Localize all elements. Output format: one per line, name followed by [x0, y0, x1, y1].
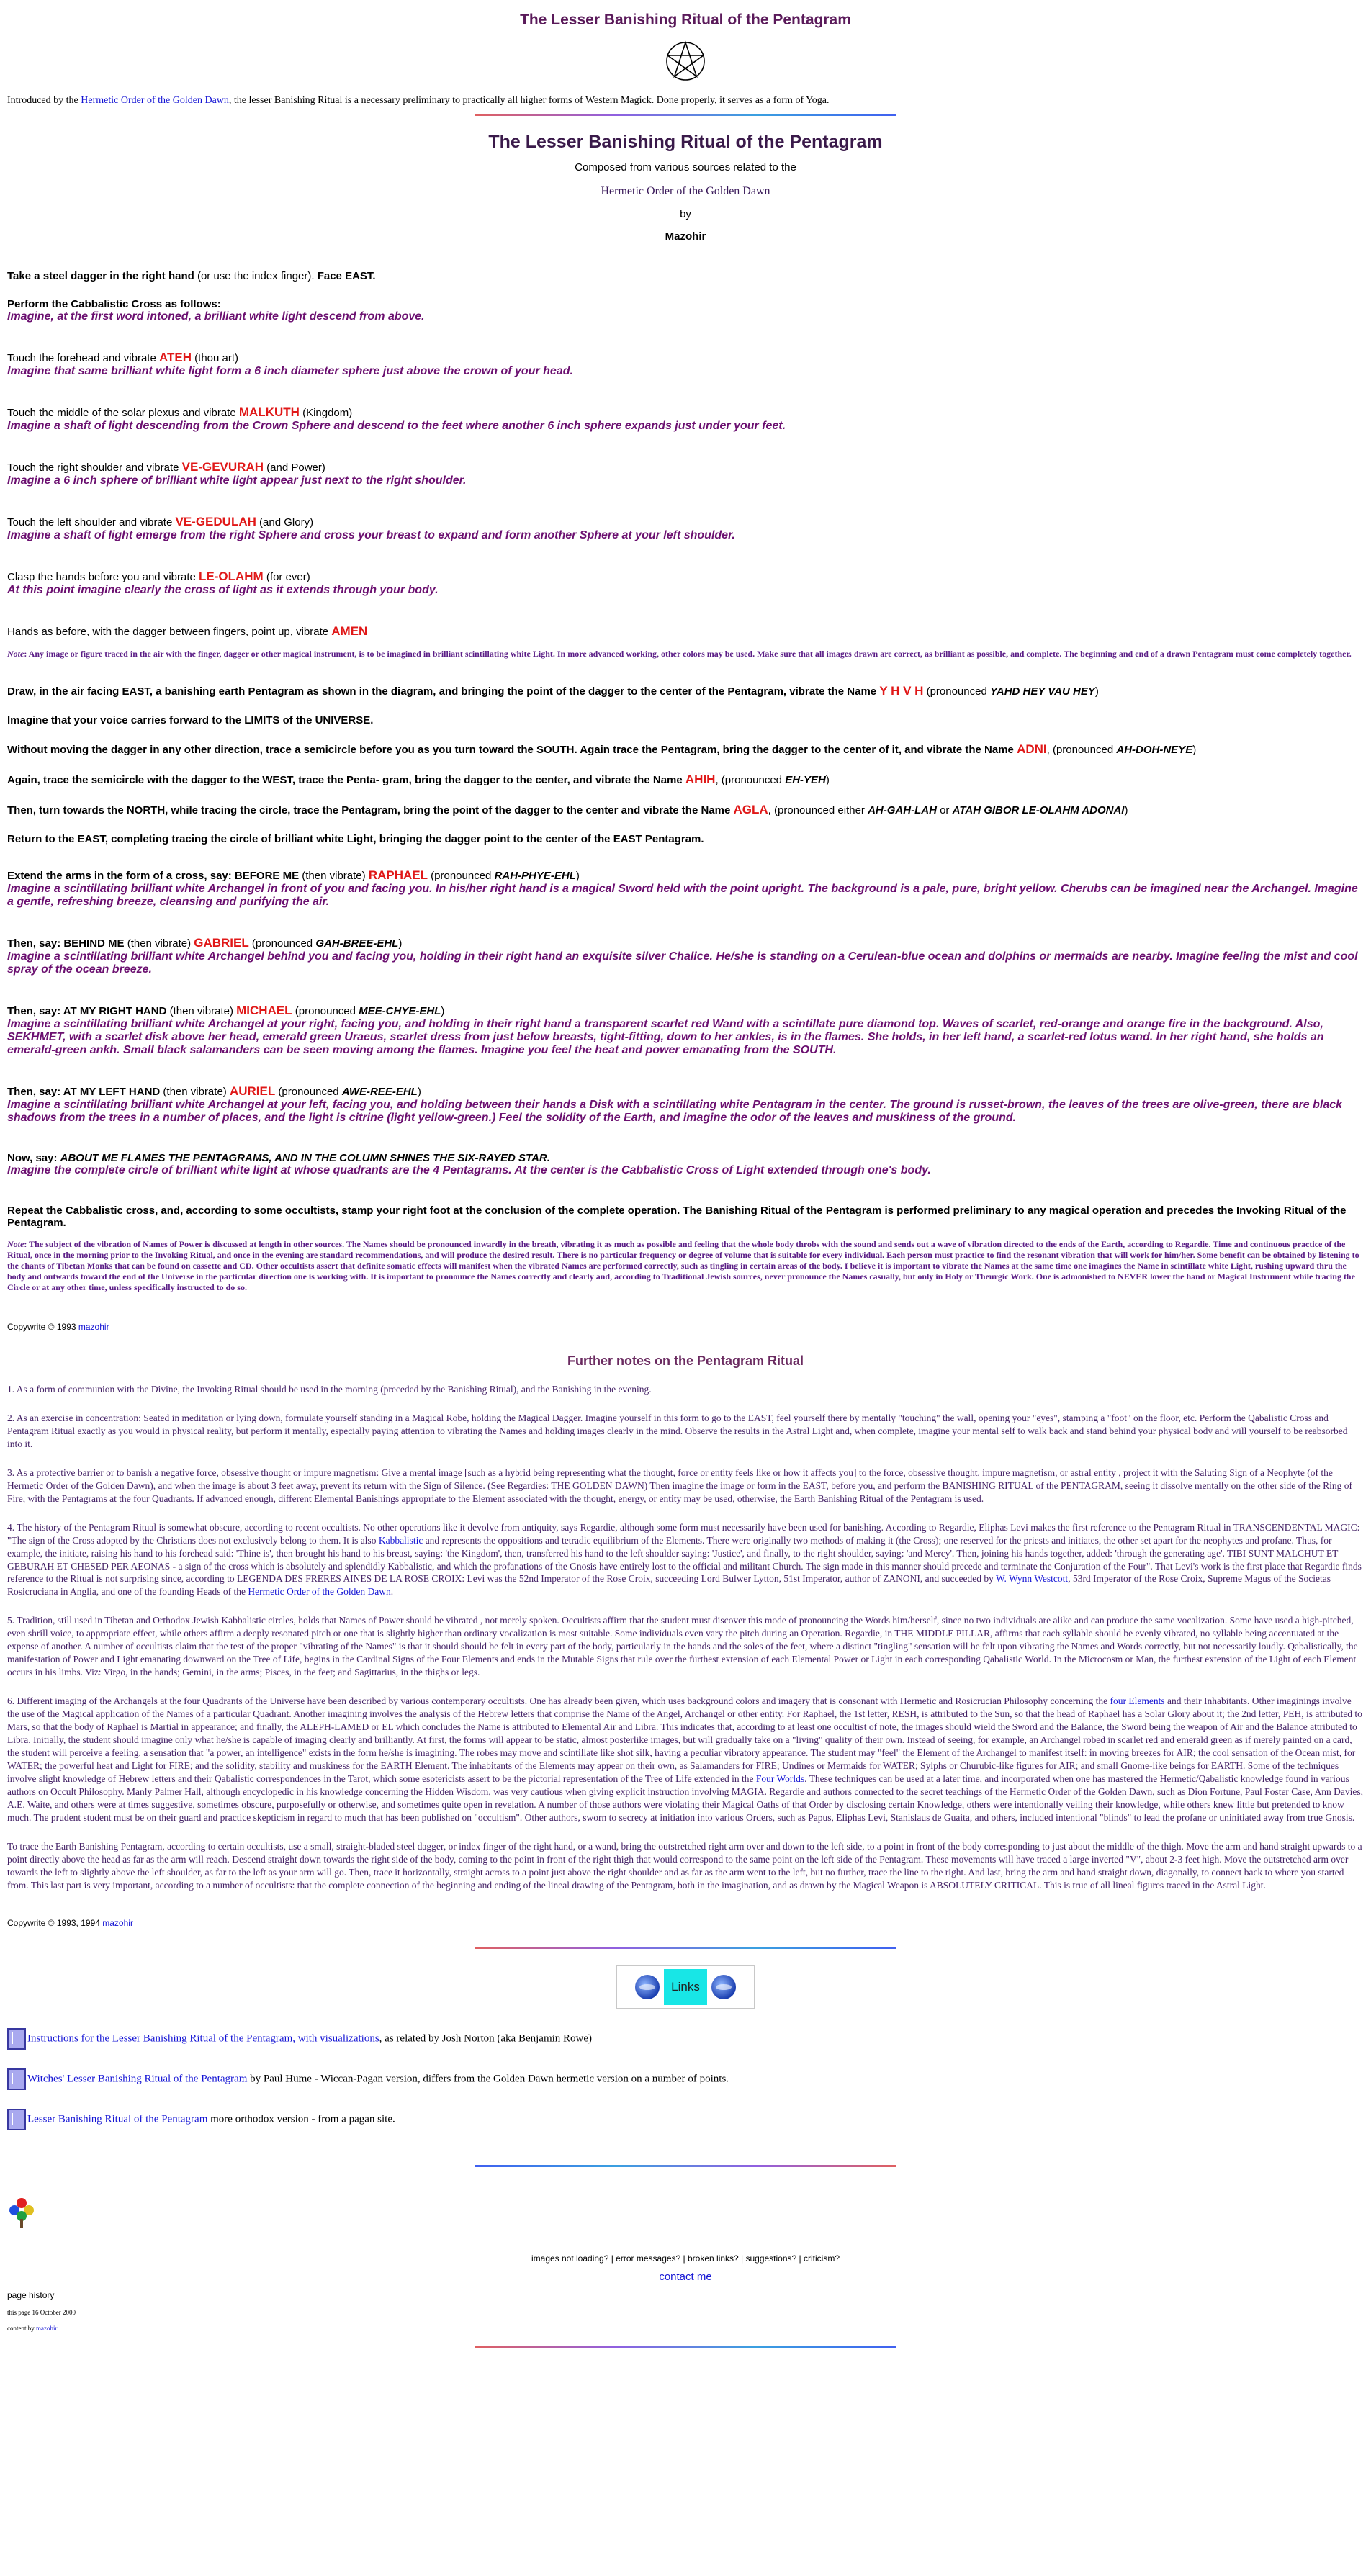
- intro-text-end: , the lesser Banishing Ritual is a necessary preliminary to practically all higher forms of Western Magick. Done properly, it serves as a form of Yoga.: [228, 95, 830, 106]
- ritual-title: The Lesser Banishing Ritual of the Pentagram: [488, 132, 883, 152]
- author-name: Mazohir: [665, 230, 706, 243]
- links-box: [7, 1965, 1364, 2009]
- step-voice-carries: Imagine that your voice carries forward to the LIMITS of the UNIVERSE.: [7, 714, 374, 726]
- kabbalistic-link[interactable]: Kabbalistic: [378, 1534, 423, 1546]
- step-raphael: Extend the arms in the form of a cross, say: BEFORE ME (then vibrate) RAPHAEL (pronounced RAH-PHYE-EHL): [7, 868, 580, 882]
- mazohir-link-3[interactable]: mazohir: [36, 2324, 58, 2332]
- note-4: 4. The history of the Pentagram Ritual is somewhat obscure, according to recent occultists. No other operations like it devolve from antiquity, says Regardie, although some form must necessarily have been used for banishing. According to Regardie, Eliphas Levi makes the first reference to the Pentagram Ritual in TRANSCENDENTAL MAGIC: "The sign of the Cross adopted by the Christians does not exclusively belong to them. It is also Kabbalistic and represents the oppositions and tetradic equilibrium of the Elements. There were originally two methods of making it (the Cross); one reserved for the priests and initiates, the other set apart for the neophytes and profane. Thus, for example, the initiate, raising his hand to his forehead said: 'Thine is', then brought his hand to his breast, saying: 'the Kingdom', then, transferred his hand to the left shoulder saying: 'Justice', and finally, to the right shoulder, saying: 'and Mercy'. Then, joining his hands together, added: 'through the generating age'. TIBI SUNT MALCHUT ET GEBURAH ET CHESED PER AEONAS - a sign of the cross which is absolutely and splendidly Kabbalistic, and which the profanations of the Gnosis have entirely lost to the official and militant Church. The sign made in this manner should precede and terminate the Conjuration of the Four". That Levi's work is the first place that Regardie finds reference to the Ritual is not surprising since, according to LEGENDA DES FRERES AINES DE LA ROSE CROIX: Levi was the 52nd Imperator of the Rose Croix, succeeding Lord Bulwer Lytton, 51st Imperator, author of ZANONI, and succeeded by W. Wynn Westcott, 53rd Imperator of the Rose Croix, Supreme Magus of the Societas Rosicruciana in Anglia, and one of the founding Heads of the Hermetic Order of the Golden Dawn.: [7, 1521, 1362, 1598]
- westcott-link[interactable]: W. Wynn Westcott: [995, 1573, 1069, 1585]
- links-button[interactable]: Links: [664, 1969, 707, 2005]
- imagine-light-descend: Imagine, at the first word intoned, a brilliant white light descend from above.: [7, 310, 425, 323]
- book-icon: [7, 2109, 26, 2130]
- intro-paragraph: [7, 95, 1364, 107]
- pentagram-icon: [665, 39, 706, 82]
- step-michael: Then, say: AT MY RIGHT HAND (then vibrate) MICHAEL (pronounced MEE-CHYE-EHL): [7, 1004, 445, 1017]
- divider-rule: [475, 114, 896, 116]
- instructions-link[interactable]: Instructions for the Lesser Banishing Ritual of the Pentagram, with visualizations: [27, 2032, 379, 2044]
- step-face-east: Take a steel dagger in the right hand (or use the index finger). Face EAST.: [7, 270, 376, 282]
- imagine-gabriel: Imagine a scintillating brilliant white Archangel behind you and facing you, holding in their right hand an exquisite silver Chalice. He/she is standing on a Cerulean-blue ocean and dolphins or mermaids are nearby. Imagine feeling the mist and cool spray of the ocean breeze.: [7, 950, 1358, 976]
- page-history-link[interactable]: page history: [7, 2289, 55, 2300]
- step-ateh: Touch the forehead and vibrate ATEH (thou art): [7, 351, 239, 364]
- four-elements-link[interactable]: four Elements: [1110, 1695, 1165, 1707]
- imagine-ve-gedulah: Imagine a shaft of light emerge from the right Sphere and cross your breast to expand and form another Sphere at your left shoulder.: [7, 529, 735, 541]
- step-return-east: Return to the EAST, completing tracing the circle of brilliant white Light, bringing the dagger point to the center of the EAST Pentagram.: [7, 833, 704, 845]
- step-le-olahm: Clasp the hands before you and vibrate LE-OLAHM (for ever): [7, 569, 310, 583]
- link-row-2: Witches' Lesser Banishing Ritual of the Pentagram by Paul Hume - Wiccan-Pagan version, differs from the Golden Dawn hermetic version on a number of points.: [7, 2068, 1364, 2090]
- content-by: content by mazohir: [7, 2324, 58, 2332]
- page-top-title: The Lesser Banishing Ritual of the Pentagram: [520, 12, 851, 28]
- divider-rule-3: [475, 2165, 896, 2167]
- imagine-le-olahm: At this point imagine clearly the cross of light as it extends through your body.: [7, 584, 439, 596]
- note-1: 1. As a form of communion with the Divine, the Invoking Ritual should be used in the morning (preceded by the Banishing Ritual), and the Banishing in the evening.: [7, 1384, 652, 1395]
- imagine-michael: Imagine a scintillating brilliant white Archangel at your right, facing you, and holding in their right hand a transparent scarlet red Wand with a scintillate pure diamond top. Waves of scarlet, red-orange and orange fire in the background. Also, SEKHMET, with a scarlet disk above her head, emerald green Uraeus, scarlet dress from just below breasts, tight-fitting, down to her ankles, is in the flames. She holds, in her left hand, a scarlet-red lotus wand. In her right hand, she holds an emerald-green ankh. Small black salamanders can be seen moving among the flames. Imagine you feel the heat and power emanating from the SOUTH.: [7, 1018, 1324, 1056]
- orthodox-ritual-link[interactable]: Lesser Banishing Ritual of the Pentagram: [27, 2112, 208, 2125]
- step-flames-pentagrams: Now, say: ABOUT ME FLAMES THE PENTAGRAMS, AND IN THE COLUMN SHINES THE SIX-RAYED STAR.: [7, 1152, 550, 1164]
- link-row-1: Instructions for the Lesser Banishing Ritual of the Pentagram, with visualizations, as related by Josh Norton (aka Benjamin Rowe): [7, 2028, 1364, 2050]
- mazohir-link-2[interactable]: mazohir: [102, 1917, 133, 1928]
- step-ve-gevurah: Touch the right shoulder and vibrate VE-GEVURAH (and Power): [7, 460, 325, 474]
- globe-icon-left[interactable]: [635, 1975, 660, 1999]
- imagine-malkuth: Imagine a shaft of light descending from the Crown Sphere and descend to the feet where another 6 inch sphere expands just under your feet.: [7, 420, 786, 432]
- by-line: by: [680, 208, 691, 220]
- home-flower-icon[interactable]: [7, 2196, 36, 2229]
- link-row-3: Lesser Banishing Ritual of the Pentagram more orthodox version - from a pagan site.: [7, 2109, 1364, 2130]
- imagine-complete-circle: Imagine the complete circle of brilliant white light at whose quadrants are the 4 Pentagrams. At the center is the Cabbalistic Cross of Light extended through one's body.: [7, 1164, 931, 1176]
- step-ve-gedulah: Touch the left shoulder and vibrate VE-GEDULAH (and Glory): [7, 515, 314, 528]
- note-5: 5. Tradition, still used in Tibetan and Orthodox Jewish Kabbalistic circles, holds that Names of Power should be vibrated , not merely spoken. Occultists affirm that the student must discover this mode of pronouncing the Words him/herself, since no two individuals are alike and can produce the same vocalization. Some have used a high-pitched, even shrill voice, to appropriate effect, while others affirm a deeply resonated pitch or one that is slightly higher than ordinary vocalization is most suitable. Some individuals even vary the pitch during an Operation. Regardie, in THE MIDDLE PILLAR, affirms that each syllable should be evenly vibrated, no syllable being accentuated at the expense of another. A number of occultists claim that the test of the proper "vibrating of the Names" is that it should should be felt in every part of the body, particularly in the hands and the soles of the feet, where a distinct "tingling" sensation will be felt upon vibrating the Names and Words correctly, but not necessarily loudly. Qabalistically, the manifestation of Power and Light emanating downward on the Tree of Life, begins in the Cardinal Signs of the Four Elements and ends in the Mutable Signs that rule over the furthest extension of each Elemental Power or Light in each corresponding Qabalistic World. In the Microcosm or Man, the furthest extension of the Light of each Element occurs in his limbs. Viz: Virgo, in the hands; Gemini, in the arms; Pisces, in the feet; and Sagittarius, in the thighs or legs.: [7, 1615, 1358, 1678]
- book-icon: [7, 2028, 26, 2050]
- note-2: 2. As an exercise in concentration: Seated in meditation or lying down, formulate yourself standing in a Magical Robe, holding the Magical Dagger. Imagine yourself in this form to go to the EAST, feel yourself there by mentally "touching" the wall, opening your "eyes", stamping a "foot" on the floor, etc. Perform the Qabalistic Cross and Pentagram Ritual exactly as you would in physical reality, but perform it mentally, especially paying attention to vibrating the Names and holding images clearly in the mind. Observe the results in the Astral Light and, when complete, imagine your mental self to walk back and stand behind your physical body and will yourself to be reabsorbed into it.: [7, 1412, 1348, 1449]
- mazohir-link[interactable]: mazohir: [78, 1322, 109, 1332]
- golden-dawn-link[interactable]: Hermetic Order of the Golden Dawn: [81, 95, 229, 106]
- note-6: 6. Different imaging of the Archangels at the four Quadrants of the Universe have been described by various contemporary occultists. One has already been given, which uses background colors and imagery that is consonant with Hermetic and Rosicrucian Philosophy concerning the four Elements and their Inhabitants. Other imaginings involve the use of the Magical application of the Names of a particular Quadrant. Another imagining involves the analysis of the Hebrew letters that comprise the Name of the Angel, Archangel or other entity. For Raphael, the 1st letter, RESH, is attributed to the Sun, so that the head of Raphael has a Solar Glory about it; the 2nd letter, PEH, is attributed to Mars, so that the body of Raphael is Martial in appearance; and finally, the ALEPH-LAMED or EL which concludes the Name is attributed to Elemental Air and Libra. This indicates that, according to at least one occultist of note, the images should wield the Sword and the Balance, the Sword being the weapon of Air and the Balance attributed to Libra. Initially, the student should imagine only what he/she is capable of imaging clearly and brilliantly. At first, the forms will appear to be static, almost posterlike images, but will gradually take on a "living" quality of their own. Instead of seeing, for example, an Archangel robed in scarlet red and emerald green as if merely painted on a card, the student will perceive a feeling, a sensation that "a power, an intelligence" exists in the form he/she is imagining. The robes may move and scintillate like shot silk, having a peculiar vibratory appearance. The student may "feel" the Element of the Archangel to manifest itself: in moving breezes for AIR; the cool sensation of the Ocean mist, for WATER; the powerful heat and Light for FIRE; and the solidity, stability and muskiness for the EARTH Element. The inhabitants of the Elements may appear on their own, as Salamanders for FIRE; Undines or Mermaids for WATER; Sylphs or Churubic-like figures for AIR; and small Gnome-like beings for EARTH. Some of the techniques involve slight knowledge of Hebrew letters and their Qabalistic correspondences in the Tarot, which some esotericists assert to be the pictorial representation of the Tree of Life extended in the Four Worlds. These techniques can be used at a later time, and incorporated when one has mastered the Hermetic/Qabalistic knowledge found in various authors on Occult Philosophy. Manly Palmer Hall, although encyclopedic in his knowledge concerning the Hidden Wisdom, was very cautious when giving explicit instruction involving MAGIA. Regardie and authors connected to the secret teachings of the Hermetic Order of the Golden Dawn, such as Dion Fortune, Paul Foster Case, Ann Davies, A.E. Waite, and others were at times suggestive, sometimes obscure, purposefully or otherwise, and sometimes quite open in revelation. A number of those authors were violating their Magical Oaths of that Order by disclosing certain Knowledge, others were intentionally veiling their knowledge, while others knew little but pretended to know much. The prudent student must be on their guard and practice skepticism in regard to much that has been published on "occultism". Other authors, sworn to secrecy at initiation into various Orders, such as Papus, Eliphas Levi, Stanislaus de Guaita, and others, included intentional "blinds" to lead the profane or uninitiated away from true Gnosis.: [7, 1695, 1364, 1823]
- note-vibration: Note: The subject of the vibration of Names of Power is discussed at length in other sources. The Names should be pronounced inwardly in the breath, vibrating it as much as possible and feeling that the whole body throbs with the sound and sends out a wave of vibration directed to the ends of the Earth, according to Regardie. Time and continuous practice of the Ritual, once in the morning prior to the Invoking Ritual, and once in the evening are standard recommendations, and will produce the desired result. There is no particular frequency or degree of volume that is suitable for every individual. Each person must practice to find the resonant vibration that will work for him/her. Some benefit can be obtained by listening to the chants of Tibetan Monks that can be found on cassette and CD. Other occultists assert that definite somatic effects will manifest when the vibrated Names are performed correctly, such as tingling in certain areas of the body. I believe it is important to vibrate the Names at the same time one imagines the Name in scintillate white Light, rushing upward thru the body and outwards toward the end of the Universe in the particular direction one is working with. It is important to pronounce the Names correctly and clearly and, according to Traditional Jewish sources, never pronounce the Names casually, but only in Holy or Theurgic Work. One is admonished to NEVER lower the hand or Magical Instrument while tracing the Circle or at any other time, unless specifically instructed to do so.: [7, 1239, 1359, 1292]
- further-notes-title: Further notes on the Pentagram Ritual: [567, 1354, 804, 1368]
- step-auriel: Then, say: AT MY LEFT HAND (then vibrate) AURIEL (pronounced AWE-REE-EHL): [7, 1084, 421, 1098]
- imagine-raphael: Imagine a scintillating brilliant white Archangel in front of you and facing you. In his/her right hand is a magical Sword held with the point upright. The background is a pale, pure, bright yellow. Cherubs can be imagined near the Archangel. Imagine a gentle, refreshing breeze, cleansing and purifying the air.: [7, 883, 1358, 908]
- copyright-1993: Copywrite © 1993 mazohir: [7, 1322, 109, 1332]
- intro-text: Introduced by the: [7, 95, 81, 106]
- page-date: this page 16 October 2000: [7, 2308, 76, 2316]
- step-cabbalistic-cross: Perform the Cabbalistic Cross as follows:: [7, 298, 221, 310]
- divider-rule-2: [475, 1947, 896, 1949]
- step-south: Without moving the dagger in any other direction, trace a semicircle before you as you turn toward the SOUTH. Again trace the Pentagram, bring the dagger to the center of it, and vibrate the Name ADNI, (pronounced AH-DOH-NEYE): [7, 742, 1197, 756]
- step-malkuth: Touch the middle of the solar plexus and vibrate MALKUTH (Kingdom): [7, 405, 353, 419]
- step-repeat-cross: Repeat the Cabbalistic cross, and, according to some occultists, stamp your right foot at the conclusion of the complete operation. The Banishing Ritual of the Pentagram is performed preliminary to any magical operation and precedes the Invoking Ritual of the Pentagram.: [7, 1204, 1347, 1229]
- note-7: To trace the Earth Banishing Pentagram, according to certain occultists, use a small, straight-bladed steel dagger, or index finger of the right hand, or a wand, bring the outstretched right arm over and down to the left side, to a point in front of the body corresponding to just about the middle of the thigh. Move the arm and hand straight upwards to a point directly above the head as far as the arm will reach. Descend straight down towards the right side of the body, coming to the point in front of the right thigh that would correspond to the same point on the left side of the Pentagram. These movements will have traced a large inverted "V", about 2-3 feet high. Move the outstretched arm over towards the left to slightly above the left shoulder, as far to the left as your arm will go. Then, trace it horizontally, straight across to a point just above the right shoulder and as far as the arm went to the left, but no further, trace the line to the right. And last, bring the arm and hand straight down, diagonally, to connect back to where you started from. This last part is very important, according to a number of occultists: that the complete connection of the beginning and ending of the lineal drawing of the Pentagram, both in the imagination, and as drawn by the Magical Weapon is ABSOLUTELY CRITICAL. This is true of all lineal figures traced in the Astral Light.: [7, 1840, 1362, 1891]
- note-3: 3. As a protective barrier or to banish a negative force, obsessive thought or impure magnetism: Give a mental image [such as a hybrid being representing what the thought, force or entity feels like or how it affects you] to the force, obsessive thought, impure magnetism, or astral entity , project it with the Saluting Sign of a Neophyte (of the Hermetic Order of the Golden Dawn), and when the image is about 3 feet away, prevent its return with the Sign of Silence. (See Regardies: THE GOLDEN DAWN) Then imagine the image or form in the EAST, before you, and perform the BANISHING RITUAL of the PENTAGRAM, seeing it dissolve mentally on the other side of the Ring of Fire, with the Pentagrams at the four Quadrants. If advanced enough, different Elemental Banishings appropriate to the Element associated with the thought, energy, or entity may be used, otherwise, the Earth Banishing Ritual of the Pentagram is used.: [7, 1467, 1353, 1504]
- divider-rule-4: [475, 2346, 896, 2348]
- step-north: Then, turn towards the NORTH, while tracing the circle, trace the Pentagram, bring the point of the dagger to the center and vibrate the Name AGLA, (pronounced either AH-GAH-LAH or ATAH GIBOR LE-OLAHM ADONAI): [7, 803, 1128, 816]
- composed-line: Composed from various sources related to the: [575, 161, 796, 174]
- links-nav: [616, 1965, 755, 2009]
- step-amen: Hands as before, with the dagger between fingers, point up, vibrate AMEN: [7, 624, 368, 638]
- golden-dawn-link-2[interactable]: Hermetic Order of the Golden Dawn: [248, 1586, 391, 1598]
- note-images: Note: Any image or figure traced in the air with the finger, dagger or other magical instrument, is to be imagined in brilliant scintillating white Light. In more advanced working, other colors may be used. Make sure that all images drawn are correct, as brilliant as possible, and complete. The beginning and end of a drawn Pentagram must come completely together.: [7, 649, 1352, 659]
- step-east-pentagram: Draw, in the air facing EAST, a banishing earth Pentagram as shown in the diagram, and bringing the point of the dagger to the center of the Pentagram, vibrate the Name Y H V H (pronounced YAHD HEY VAU HEY): [7, 684, 1099, 698]
- witches-ritual-link[interactable]: Witches' Lesser Banishing Ritual of the Pentagram: [27, 2072, 248, 2084]
- four-worlds-link[interactable]: Four Worlds: [755, 1773, 805, 1784]
- copyright-1993-1994: Copywrite © 1993, 1994 mazohir: [7, 1917, 133, 1928]
- book-icon: [7, 2068, 26, 2090]
- imagine-ve-gevurah: Imagine a 6 inch sphere of brilliant white light appear just next to the right shoulder.: [7, 474, 467, 487]
- feedback-links[interactable]: images not loading? | error messages? | broken links? | suggestions? | criticism?: [531, 2253, 840, 2264]
- step-gabriel: Then, say: BEHIND ME (then vibrate) GABRIEL (pronounced GAH-BREE-EHL): [7, 936, 403, 950]
- imagine-auriel: Imagine a scintillating brilliant white Archangel at your left, facing you, and holding between their hands a Disk with a scintillating white Pentagram in the center. The ground is russet-brown, the leaves of the trees are olive-green, there are black shadows from the trees in a number of places, and the light is citrine (light yellow-green.) Feel the solidity of the Earth, and imagine the odor of the leaves and muskiness of the ground.: [7, 1099, 1343, 1124]
- contact-link[interactable]: contact me: [659, 2270, 712, 2283]
- contact-row: [7, 2271, 1364, 2283]
- globe-icon-right[interactable]: [711, 1975, 736, 1999]
- order-name: Hermetic Order of the Golden Dawn: [601, 185, 770, 197]
- imagine-ateh: Imagine that same brilliant white light form a 6 inch diameter sphere just above the crown of your head.: [7, 365, 573, 377]
- step-west: Again, trace the semicircle with the dagger to the WEST, trace the Penta- gram, bring the dagger to the center, and vibrate the Name AHIH, (pronounced EH-YEH): [7, 773, 830, 786]
